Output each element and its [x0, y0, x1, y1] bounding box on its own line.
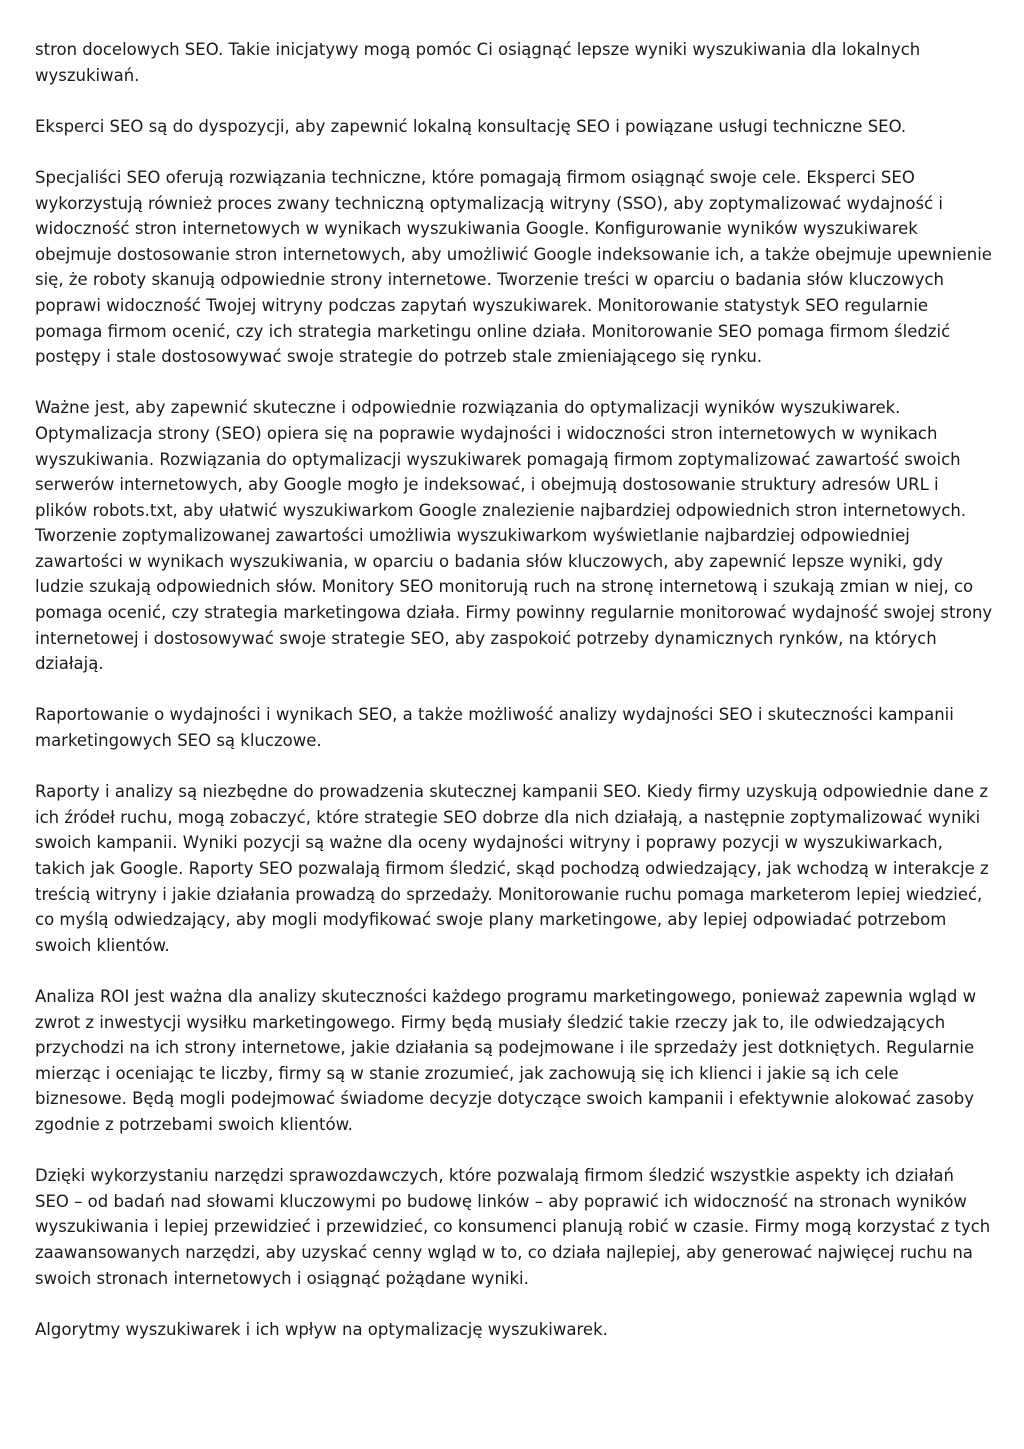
paragraph-reports-and-analytics: Raporty i analizy są niezbędne do prowadzenia skutecznej kampanii SEO. Kiedy firmy uzyskują odpowiednie dane z ich źródeł ruchu, mogą zobaczyć, które strategie SEO dobrze dla nich działają, a następnie zoptymalizować wyniki swoich kampanii. Wyniki pozycji są ważne dla oceny wydajności witryny i poprawy pozycji w wyszukiwarkach, takich jak Google. Raporty SEO pozwalają firmom śledzić, skąd pochodzą odwiedzający, jak wchodzą w interakcje z treścią witryny i jakie działania prowadzą do sprzedaży. Monitorowanie ruchu pomaga marketerom lepiej wiedzieć, co myślą odwiedzający, aby mogli modyfikować swoje plany marketingowe, aby lepiej odpowiadać potrzebom swoich klientów. [35, 782, 989, 955]
paragraph-reporting-tools: Dzięki wykorzystaniu narzędzi sprawozdawczych, które pozwalają firmom śledzić wszystkie aspekty ich działań SEO – od badań nad słowami kluczowymi po budowę linków – aby poprawić ich widoczność na stronach wyników wyszukiwania i lepiej przewidzieć i przewidzieć, co konsumenci planują robić w czasie. Firmy mogą korzystać z tych zaawansowanych narzędzi, aby uzyskać cenny wgląd w to, co działa najlepiej, aby generować najwięcej ruchu na swoich stronach internetowych i osiągnąć pożądane wyniki. [35, 1166, 991, 1288]
document-page [35, 37, 993, 1368]
paragraph-search-optimization-solutions: Ważne jest, aby zapewnić skuteczne i odpowiednie rozwiązania do optymalizacji wyników wyszukiwarek. Optymalizacja strony (SEO) opiera się na poprawie wydajności i widoczności stron internetowych w wynikach wyszukiwania. Rozwiązania do optymalizacji wyszukiwarek pomagają firmom zoptymalizować zawartość swoich serwerów internetowych, aby Google mogło je indeksować, i obejmują dostosowanie struktury adresów URL i plików robots.txt, aby ułatwić wyszukiwarkom Google znalezienie najbardziej odpowiednich stron internetowych. Tworzenie zoptymalizowanej zawartości umożliwia wyszukiwarkom wyświetlanie najbardziej odpowiedniej zawartości w wynikach wyszukiwania, w oparciu o badania słów kluczowych, aby zapewnić lepsze wyniki, gdy ludzie szukają odpowiednich słów. Monitory SEO monitorują ruch na stronę internetową i szukają zmian w niej, co pomaga ocenić, czy strategia marketingowa działa. Firmy powinny regularnie monitorować wydajność swojej strony internetowej i dostosowywać swoje strategie SEO, aby zaspokoić potrzeby dynamicznych rynków, na których działają. [35, 398, 993, 674]
paragraph-roi-analysis: Analiza ROI jest ważna dla analizy skuteczności każdego programu marketingowego, ponieważ zapewnia wgląd w zwrot z inwestycji wysiłku marketingowego. Firmy będą musiały śledzić takie rzeczy jak to, ile odwiedzających przychodzi na ich strony internetowe, jakie działania są podejmowane i ile sprzedaży jest dotkniętych. Regularnie mierząc i oceniając te liczby, firmy są w stanie zrozumieć, jak zachowują się ich klienci i jakie są ich cele biznesowe. Będą mogli podejmować świadome decyzje dotyczące swoich kampanii i efektywnie alokować zasoby zgodnie z potrzebami swoich klientów. [35, 986, 977, 1134]
paragraph-seo-technical-solutions: Specjaliści SEO oferują rozwiązania techniczne, które pomagają firmom osiągnąć swoje cele. Eksperci SEO wykorzystują również proces zwany techniczną optymalizacją witryny (SSO), aby zoptymalizować wydajność i widoczność stron internetowych w wynikach wyszukiwania Google. Konfigurowanie wyników wyszukiwarek obejmuje dostosowanie stron internetowych, aby umożliwić Google indeksowanie ich, a także obejmuje upewnienie się, że roboty skanują odpowiednie strony internetowe. Tworzenie treści w oparciu o badania słów kluczowych poprawi widoczność Twojej witryny podczas zapytań wyszukiwarek. Monitorowanie statystyk SEO regularnie pomaga firmom ocenić, czy ich strategia marketingu online działa. Monitorowanie SEO pomaga firmom śledzić postępy i stale dostosowywać swoje strategie do potrzeb stale zmieniającego się rynku. [35, 167, 992, 367]
paragraph-seo-reporting: Raportowanie o wydajności i wynikach SEO, a także możliwość analizy wydajności SEO i skuteczności kampanii marketingowych SEO są kluczowe. [35, 705, 954, 751]
paragraph-local-search-continuation: stron docelowych SEO. Takie inicjatywy mogą pomóc Ci osiągnąć lepsze wyniki wyszukiwania dla lokalnych wyszukiwań. [35, 40, 921, 85]
paragraph-search-algorithms-heading: Algorytmy wyszukiwarek i ich wpływ na optymalizację wyszukiwarek. [35, 1319, 608, 1339]
paragraph-seo-experts-consultation: Eksperci SEO są do dyspozycji, aby zapewnić lokalną konsultację SEO i powiązane usługi techniczne SEO. [35, 116, 907, 136]
